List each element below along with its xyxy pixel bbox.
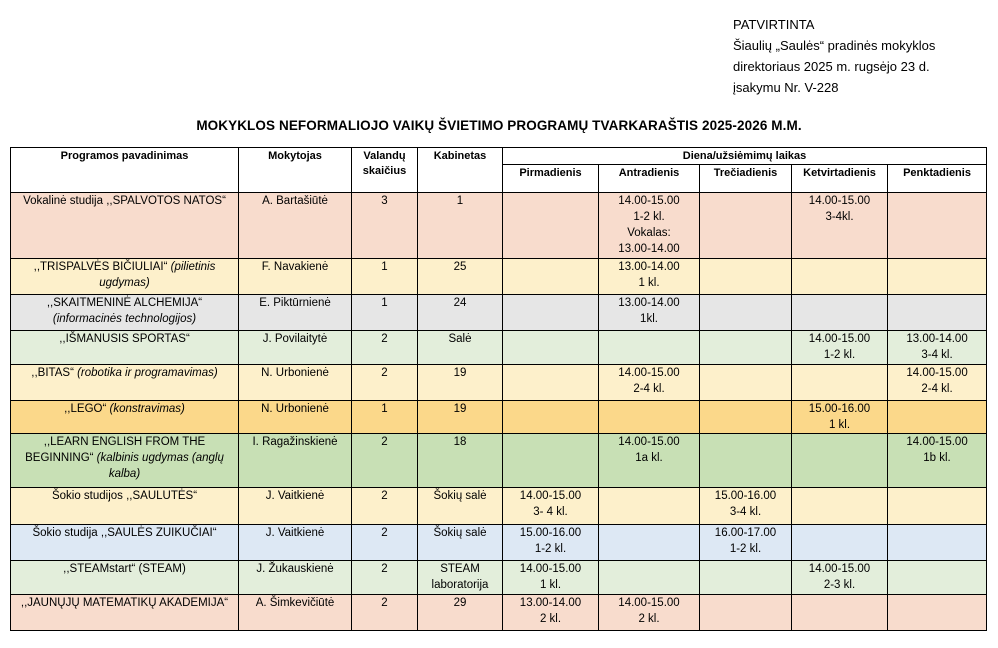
day-slot bbox=[503, 193, 599, 259]
slot-line: 15.00-16.00 bbox=[714, 490, 777, 502]
slot-line: Vokalas: bbox=[627, 227, 671, 239]
program-title: ,,IŠMANUSIS SPORTAS“ bbox=[59, 333, 190, 345]
slot-line: 1 kl. bbox=[828, 419, 851, 431]
schedule-body bbox=[11, 193, 987, 631]
day-slot bbox=[503, 259, 599, 295]
table-row bbox=[11, 525, 987, 561]
teacher-name: A. Šimkevičiūtė bbox=[239, 595, 352, 631]
slot-line: 13.00-14.00 bbox=[519, 597, 582, 609]
day-slot bbox=[599, 434, 700, 488]
slot-line: 14.00-15.00 bbox=[906, 367, 968, 379]
program-name bbox=[11, 525, 239, 561]
day-slot bbox=[888, 525, 987, 561]
header-day: Penktadienis bbox=[888, 165, 987, 193]
slot-line: 1 kl. bbox=[638, 277, 660, 289]
day-slot bbox=[700, 525, 792, 561]
room-number: 24 bbox=[418, 295, 503, 331]
schedule-table bbox=[10, 147, 987, 631]
day-slot bbox=[700, 259, 792, 295]
day-slot bbox=[503, 434, 599, 488]
day-slot bbox=[888, 259, 987, 295]
day-slot bbox=[599, 331, 700, 365]
hours-count: 1 bbox=[352, 401, 418, 434]
hours-count: 1 bbox=[352, 295, 418, 331]
slot-line: 1 kl. bbox=[539, 579, 562, 591]
program-name bbox=[11, 259, 239, 295]
program-subtitle: (pilietinis ugdymas) bbox=[99, 261, 216, 289]
slot-line: 14.00-15.00 bbox=[808, 563, 871, 575]
table-row bbox=[11, 488, 987, 525]
teacher-name: A. Bartašiūtė bbox=[239, 193, 352, 259]
day-slot bbox=[503, 365, 599, 401]
slot-line: 1-2 kl. bbox=[729, 543, 762, 555]
program-title: ,,BITAS“ bbox=[31, 367, 78, 379]
hours-count: 2 bbox=[352, 525, 418, 561]
day-slot bbox=[599, 525, 700, 561]
table-row bbox=[11, 401, 987, 434]
approval-line: direktoriaus 2025 m. rugsėjo 23 d. bbox=[733, 59, 930, 74]
slot-line: 2 kl. bbox=[638, 613, 660, 625]
header-teacher: Mokytojas bbox=[239, 148, 352, 193]
hours-count: 2 bbox=[352, 561, 418, 595]
program-title: ,,LEGO“ bbox=[64, 403, 110, 415]
day-slot bbox=[888, 331, 987, 365]
day-slot bbox=[599, 193, 700, 259]
teacher-name: J. Vaitkienė bbox=[239, 525, 352, 561]
hours-count: 2 bbox=[352, 365, 418, 401]
teacher-name: J. Vaitkienė bbox=[239, 488, 352, 525]
slot-line: 3-4 kl. bbox=[729, 506, 762, 518]
day-slot bbox=[792, 488, 888, 525]
room-number: 1 bbox=[418, 193, 503, 259]
day-slot bbox=[599, 488, 700, 525]
slot-line: 1-2 kl. bbox=[534, 543, 567, 555]
day-slot bbox=[599, 295, 700, 331]
table-row bbox=[11, 331, 987, 365]
day-slot bbox=[503, 561, 599, 595]
program-name bbox=[11, 331, 239, 365]
program-subtitle: (konstravimas) bbox=[109, 403, 185, 415]
day-slot bbox=[888, 561, 987, 595]
table-row bbox=[11, 193, 987, 259]
approval-line: Šiaulių „Saulės“ pradinės mokyklos bbox=[733, 38, 936, 53]
slot-line: 14.00-15.00 bbox=[808, 333, 871, 345]
slot-line: 2-3 kl. bbox=[823, 579, 856, 591]
room-number: STEAM laboratorija bbox=[418, 561, 503, 595]
table-row bbox=[11, 561, 987, 595]
document-title: MOKYKLOS NEFORMALIOJO VAIKŲ ŠVIETIMO PROGRAMŲ TVARKARAŠTIS 2025-2026 M.M. bbox=[196, 118, 802, 133]
room-number: 29 bbox=[418, 595, 503, 631]
day-slot bbox=[700, 193, 792, 259]
teacher-name: J. Žukauskienė bbox=[239, 561, 352, 595]
slot-line: 1kl. bbox=[640, 313, 658, 325]
slot-line: 14.00-15.00 bbox=[906, 436, 968, 448]
day-slot bbox=[700, 561, 792, 595]
day-slot bbox=[888, 365, 987, 401]
header-day: Trečiadienis bbox=[700, 165, 792, 193]
day-slot bbox=[700, 331, 792, 365]
table-row bbox=[11, 365, 987, 401]
program-name bbox=[11, 401, 239, 434]
slot-line: 13.00-14.00 bbox=[906, 333, 968, 345]
day-slot bbox=[792, 365, 888, 401]
slot-line: 13.00-14.00 bbox=[618, 261, 680, 273]
header-day: Pirmadienis bbox=[503, 165, 599, 193]
program-title: Vokalinė studija ,,SPALVOTOS NATOS“ bbox=[23, 195, 226, 207]
slot-line: 1-2 kl. bbox=[633, 211, 665, 223]
day-slot bbox=[599, 595, 700, 631]
room-number: 25 bbox=[418, 259, 503, 295]
day-slot bbox=[599, 401, 700, 434]
approval-block bbox=[733, 14, 935, 98]
day-slot bbox=[792, 193, 888, 259]
teacher-name: N. Urbonienė bbox=[239, 401, 352, 434]
program-title: Šokio studijos ,,SAULUTĖS“ bbox=[51, 490, 198, 502]
slot-line: 14.00-15.00 bbox=[618, 597, 680, 609]
day-slot bbox=[792, 401, 888, 434]
teacher-name: F. Navakienė bbox=[239, 259, 352, 295]
slot-line: 1-2 kl. bbox=[823, 349, 856, 361]
slot-line: 14.00-15.00 bbox=[519, 490, 582, 502]
hours-count: 2 bbox=[352, 488, 418, 525]
day-slot bbox=[700, 295, 792, 331]
program-subtitle: (kalbinis ugdymas (anglų kalba) bbox=[96, 452, 224, 480]
day-slot bbox=[792, 259, 888, 295]
day-slot bbox=[792, 561, 888, 595]
program-title: ,,SKAITMENINĖ ALCHEMIJA“ bbox=[46, 297, 203, 309]
hours-count: 1 bbox=[352, 259, 418, 295]
day-slot bbox=[792, 295, 888, 331]
program-name bbox=[11, 561, 239, 595]
day-slot bbox=[503, 331, 599, 365]
slot-line: 3-4 kl. bbox=[921, 349, 953, 361]
day-slot bbox=[888, 488, 987, 525]
hours-count: 2 bbox=[352, 434, 418, 488]
room-number: 19 bbox=[418, 401, 503, 434]
day-slot bbox=[700, 595, 792, 631]
day-slot bbox=[888, 295, 987, 331]
header-day: Ketvirtadienis bbox=[792, 165, 888, 193]
program-name bbox=[11, 193, 239, 259]
program-title: ,,STEAMstart“ (STEAM) bbox=[63, 563, 186, 575]
day-slot bbox=[503, 295, 599, 331]
day-slot bbox=[700, 365, 792, 401]
slot-line: 1b kl. bbox=[923, 452, 951, 464]
slot-line: 13.00-14.00 bbox=[618, 243, 680, 255]
day-slot bbox=[503, 595, 599, 631]
program-name bbox=[11, 595, 239, 631]
room-number: 19 bbox=[418, 365, 503, 401]
teacher-name: I. Ragažinskienė bbox=[239, 434, 352, 488]
table-row bbox=[11, 595, 987, 631]
slot-line: 2-4 kl. bbox=[921, 383, 953, 395]
program-title: Šokio studija ,,SAULĖS ZUIKUČIAI“ bbox=[32, 527, 217, 539]
hours-count: 2 bbox=[352, 595, 418, 631]
header-time-group: Diena/užsiėmimų laikas bbox=[503, 148, 987, 165]
program-name bbox=[11, 365, 239, 401]
slot-line: 2 kl. bbox=[539, 613, 562, 625]
teacher-name: E. Piktūrnienė bbox=[239, 295, 352, 331]
day-slot bbox=[888, 434, 987, 488]
day-slot bbox=[503, 525, 599, 561]
program-title: ,,TRISPALVĖS BIČIULIAI“ bbox=[33, 261, 171, 273]
program-name bbox=[11, 434, 239, 488]
program-name bbox=[11, 488, 239, 525]
approval-line: įsakymu Nr. V-228 bbox=[733, 80, 839, 95]
day-slot bbox=[599, 561, 700, 595]
day-slot bbox=[700, 488, 792, 525]
day-slot bbox=[599, 259, 700, 295]
slot-line: 15.00-16.00 bbox=[808, 403, 871, 415]
room-number: Salė bbox=[418, 331, 503, 365]
slot-line: 3-4kl. bbox=[825, 211, 854, 223]
slot-line: 2-4 kl. bbox=[633, 383, 665, 395]
day-slot bbox=[888, 595, 987, 631]
table-row bbox=[11, 259, 987, 295]
program-title: ,,LEARN ENGLISH FROM THE BEGINNING“ bbox=[25, 436, 206, 464]
header-program: Programos pavadinimas bbox=[11, 148, 239, 193]
slot-line: 1a kl. bbox=[635, 452, 663, 464]
teacher-name: N. Urbonienė bbox=[239, 365, 352, 401]
day-slot bbox=[792, 595, 888, 631]
day-slot bbox=[792, 434, 888, 488]
program-title: ,,JAUNŲJŲ MATEMATIKŲ AKADEMIJA“ bbox=[20, 597, 229, 609]
slot-line: 16.00-17.00 bbox=[714, 527, 777, 539]
slot-line: 13.00-14.00 bbox=[618, 297, 680, 309]
slot-line: 14.00-15.00 bbox=[618, 195, 680, 207]
program-name bbox=[11, 295, 239, 331]
room-number: Šokių salė bbox=[418, 525, 503, 561]
table-row bbox=[11, 295, 987, 331]
slot-line: 3- 4 kl. bbox=[533, 506, 568, 518]
table-row bbox=[11, 434, 987, 488]
room-number: Šokių salė bbox=[418, 488, 503, 525]
day-slot bbox=[888, 401, 987, 434]
room-number: 18 bbox=[418, 434, 503, 488]
hours-count: 3 bbox=[352, 193, 418, 259]
slot-line: 14.00-15.00 bbox=[519, 563, 582, 575]
slot-line: 14.00-15.00 bbox=[618, 436, 680, 448]
header-hours: Valandų skaičius bbox=[352, 148, 418, 193]
slot-line: 14.00-15.00 bbox=[618, 367, 680, 379]
program-subtitle: (robotika ir programavimas) bbox=[77, 367, 218, 379]
day-slot bbox=[888, 193, 987, 259]
day-slot bbox=[792, 525, 888, 561]
approval-line: PATVIRTINTA bbox=[733, 17, 815, 32]
day-slot bbox=[503, 488, 599, 525]
day-slot bbox=[792, 331, 888, 365]
program-subtitle: (informacinės technologijos) bbox=[52, 313, 197, 325]
slot-line: 15.00-16.00 bbox=[519, 527, 582, 539]
day-slot bbox=[700, 401, 792, 434]
slot-line: 14.00-15.00 bbox=[808, 195, 871, 207]
teacher-name: J. Povilaitytė bbox=[239, 331, 352, 365]
header-room: Kabinetas bbox=[418, 148, 503, 193]
day-slot bbox=[503, 401, 599, 434]
day-slot bbox=[599, 365, 700, 401]
day-slot bbox=[700, 434, 792, 488]
header-day: Antradienis bbox=[599, 165, 700, 193]
hours-count: 2 bbox=[352, 331, 418, 365]
